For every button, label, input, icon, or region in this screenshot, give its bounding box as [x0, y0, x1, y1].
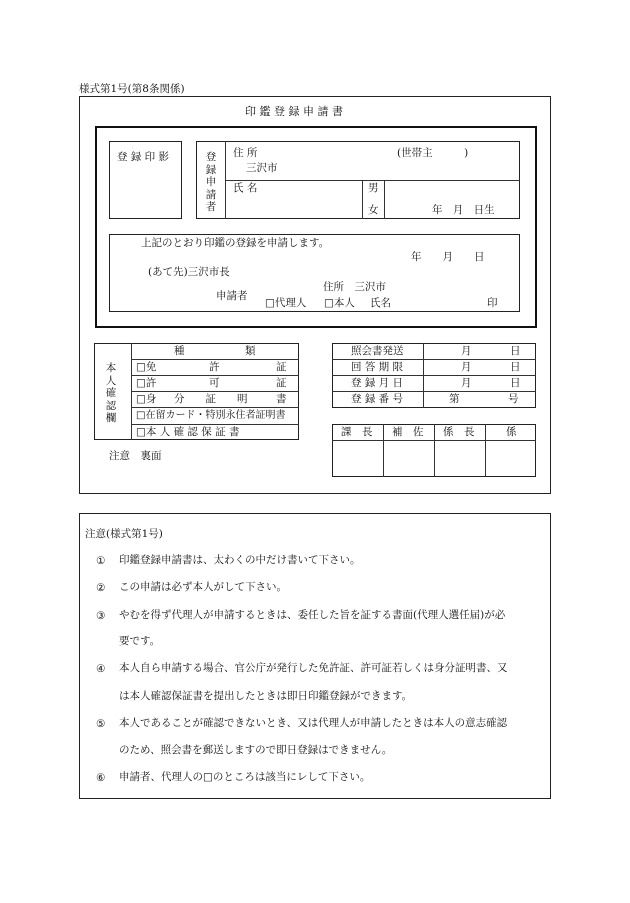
applicant-address: 住所 三沢市: [323, 281, 386, 293]
notes-title: 注意(様式第1号): [85, 528, 163, 540]
approval-unit-chief: 係 長: [443, 426, 475, 438]
id-types-header-b: 類: [245, 345, 256, 357]
id-type-guarantee[interactable]: □本 人 確 認 保 証 書: [136, 426, 240, 438]
id-type-residence-card[interactable]: □在留カード・特別永住者証明書: [136, 410, 286, 421]
birth-date-label: 年 月 日生: [432, 204, 495, 216]
addressee: (あて先)三沢市長: [148, 266, 230, 278]
request-date: 年 月 日: [411, 251, 485, 263]
note-item: 本人自ら申請する場合、官公庁が発行した免許証、許可証若しくは身分証明書、又: [119, 662, 508, 674]
note-item: 本人であることが確認できないとき、又は代理人が申請したときは本人の意志確認: [119, 717, 508, 729]
office-row-label: 回 答 期 限: [351, 361, 404, 373]
note-item: 申請者、代理人の□のところは該当にレして下さい。: [119, 771, 371, 783]
seal-mark: 印: [487, 297, 498, 309]
office-row-label: 照会書発送: [351, 345, 404, 357]
id-type-identity-cert[interactable]: □身: [136, 393, 157, 405]
name-label: 氏 名: [233, 182, 258, 194]
id-types-header-a: 種: [174, 345, 185, 357]
approval-assistant: 補 佐: [392, 426, 424, 438]
household-head: (世帯主 ): [397, 147, 469, 159]
applicant-name-label: 氏名: [370, 297, 391, 309]
address-city: 三沢市: [246, 162, 278, 174]
seal-box-label: 登 録 印 影: [117, 151, 170, 163]
approval-staff: 係: [506, 426, 517, 438]
id-section-label: 本人確認欄: [105, 362, 117, 424]
address-label: 住 所: [233, 147, 258, 159]
sex-female[interactable]: 女: [368, 204, 379, 216]
proxy-checkbox[interactable]: □代理人: [265, 297, 307, 309]
note-item: やむを得ず代理人が申請するときは、委任した旨を証する書面(代理人選任届)が必: [119, 609, 506, 621]
office-row-label: 登 録 月 日: [351, 377, 404, 389]
note-item: この申請は必ず本人がして下さい。: [119, 581, 287, 593]
id-type-license[interactable]: □免: [136, 361, 157, 373]
sex-male[interactable]: 男: [368, 182, 379, 194]
request-text: 上記のとおり印鑑の登録を申請します。: [141, 237, 330, 249]
approval-section-chief: 課 長: [341, 426, 373, 438]
id-type-permit[interactable]: □許: [136, 377, 157, 389]
note-item: 印鑑登録申請書は、太わくの中だけ書いて下さい。: [119, 554, 361, 566]
applicant-label: 申請者: [216, 290, 248, 302]
self-checkbox[interactable]: □本人: [324, 297, 355, 309]
applicant-vertical-label: 登録申請者: [205, 151, 217, 213]
form-title: 印 鑑 登 録 申 請 書: [245, 105, 343, 118]
notice-reference: 注意 裏面: [109, 450, 162, 462]
office-row-label: 登 録 番 号: [351, 393, 404, 405]
form-label: 様式第1号(第8条関係): [79, 83, 185, 95]
